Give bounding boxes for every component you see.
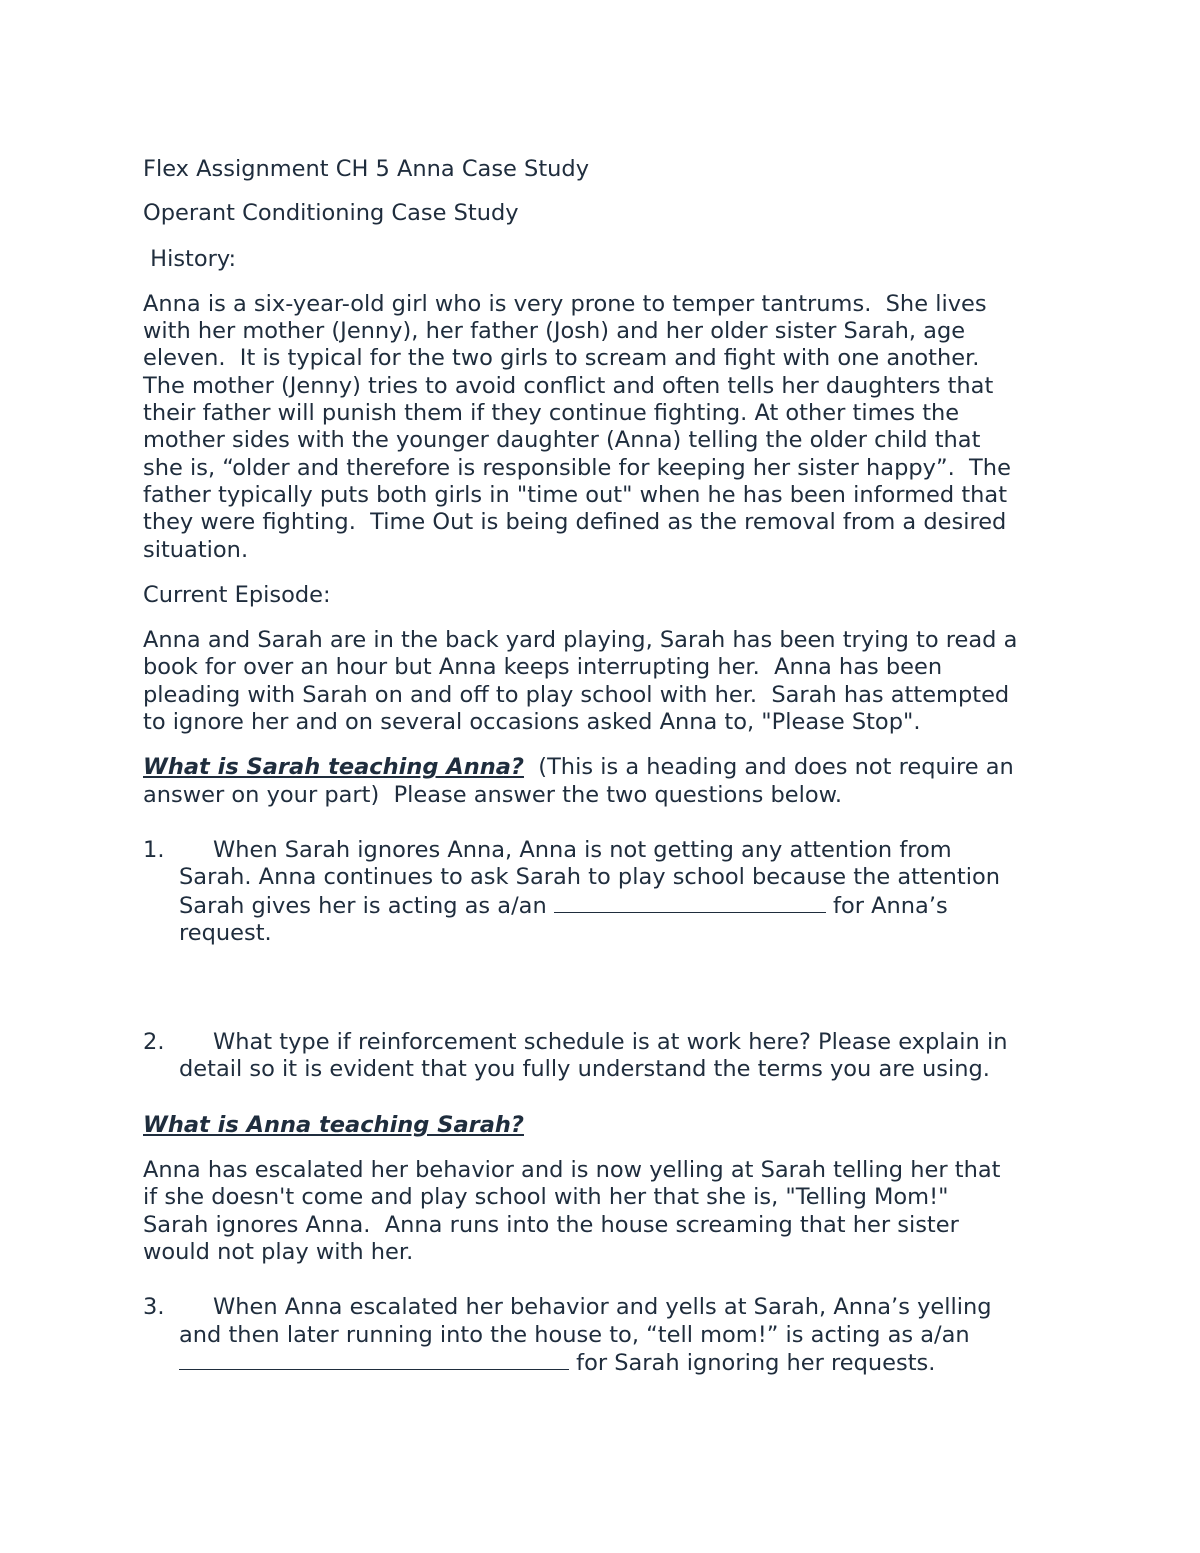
section-heading-anna — [143, 1112, 1073, 1139]
question-text: for Sarah ignoring her requests. — [569, 1349, 936, 1376]
current-episode-paragraph — [143, 627, 1073, 736]
text-line: they were fighting. Time Out is being defined as the removal from a desired — [143, 509, 1007, 536]
document-page — [143, 156, 1073, 1377]
answer-blank[interactable] — [554, 892, 826, 913]
heading-note-line2: answer on your part) Please answer the two questions below. — [143, 781, 843, 808]
heading-sarah-teaching-anna: What is Sarah teaching Anna? — [143, 754, 524, 781]
question-number: 2. — [143, 1029, 165, 1056]
question-text: When Anna escalated her behavior and yells at Sarah, Anna’s yelling — [213, 1294, 992, 1321]
question-text: and then later running into the house to, “tell mom!” is acting as a/an — [179, 1321, 970, 1348]
question-text: When Sarah ignores Anna, Anna is not getting any attention from — [213, 836, 952, 863]
text-line: Sarah ignores Anna. Anna runs into the house screaming that her sister — [143, 1211, 959, 1238]
text-line: their father will punish them if they continue fighting. At other times the — [143, 400, 960, 427]
text-line: Anna has escalated her behavior and is now yelling at Sarah telling her that — [143, 1157, 1001, 1184]
text-line: father typically puts both girls in "time out" when he has been informed that — [143, 481, 1008, 508]
text-line: to ignore her and on several occasions asked Anna to, "Please Stop". — [143, 709, 921, 736]
question-text: What type if reinforcement schedule is at work here? Please explain in — [213, 1029, 1008, 1056]
anna-paragraph — [143, 1157, 1073, 1266]
question-1 — [143, 837, 1073, 947]
text-line: situation. — [143, 536, 249, 563]
text-line: pleading with Sarah on and off to play school with her. Sarah has attempted — [143, 681, 1010, 708]
text-line: would not play with her. — [143, 1238, 414, 1265]
text-line: The mother (Jenny) tries to avoid conflict and often tells her daughters that — [143, 372, 994, 399]
history-label: History: — [143, 245, 237, 272]
question-text: request. — [179, 919, 272, 946]
question-list-1 — [143, 837, 1073, 1084]
question-text: Sarah. Anna continues to ask Sarah to play school because the attention — [179, 864, 1000, 891]
history-paragraph — [143, 291, 1073, 564]
question-number: 1. — [143, 836, 165, 863]
question-2 — [143, 1029, 1073, 1084]
answer-blank[interactable] — [179, 1349, 569, 1370]
document-subtitle: Operant Conditioning Case Study — [143, 200, 519, 227]
text-line: Anna and Sarah are in the back yard playing, Sarah has been trying to read a — [143, 627, 1018, 654]
text-line: if she doesn't come and play school with her that she is, "Telling Mom!" — [143, 1184, 949, 1211]
current-episode-label: Current Episode: — [143, 581, 331, 608]
document-title: Flex Assignment CH 5 Anna Case Study — [143, 156, 590, 182]
question-text: Sarah gives her is acting as a/an — [179, 892, 554, 919]
text-line: eleven. It is typical for the two girls to scream and fight with one another. — [143, 345, 980, 372]
section-heading-sarah — [143, 754, 1073, 809]
heading-anna-teaching-sarah: What is Anna teaching Sarah? — [143, 1111, 524, 1138]
question-number: 3. — [143, 1294, 165, 1321]
text-line: with her mother (Jenny), her father (Josh) and her older sister Sarah, age — [143, 318, 966, 345]
text-line: Anna is a six-year-old girl who is very prone to temper tantrums. She lives — [143, 290, 987, 317]
question-text: for Anna’s — [825, 892, 948, 919]
question-text: detail so it is evident that you fully understand the terms you are using. — [179, 1056, 990, 1083]
heading-note: (This is a heading and does not require an — [523, 754, 1014, 781]
text-line: she is, “older and therefore is responsible for keeping her sister happy”. The — [143, 454, 1011, 481]
text-line: book for over an hour but Anna keeps interrupting her. Anna has been — [143, 654, 943, 681]
question-3 — [143, 1294, 1073, 1377]
question-list-2 — [143, 1294, 1073, 1377]
text-line: mother sides with the younger daughter (Anna) telling the older child that — [143, 427, 981, 454]
